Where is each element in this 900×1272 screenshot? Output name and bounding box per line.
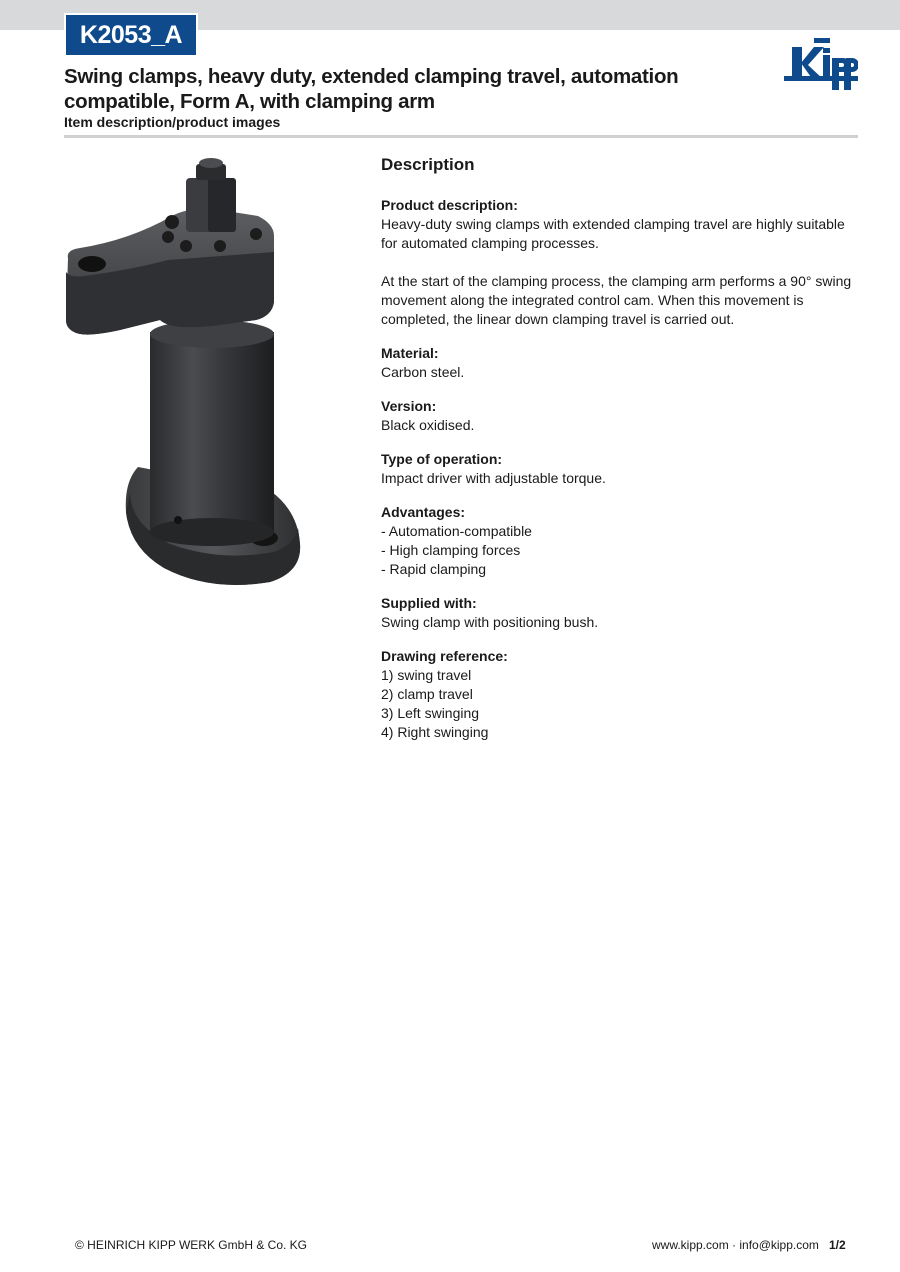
list-item: 4) Right swinging	[381, 724, 489, 740]
page-subtitle: Item description/product images	[64, 114, 281, 130]
list-item: 1) swing travel	[381, 667, 472, 683]
section-title: Drawing reference:	[381, 648, 508, 664]
section-title: Material:	[381, 345, 439, 361]
section-title: Product description:	[381, 197, 518, 213]
advantages-section	[381, 503, 857, 579]
section-title: Advantages:	[381, 504, 466, 520]
kipp-logo	[784, 38, 858, 94]
list-item: 3) Left swinging	[381, 705, 480, 721]
section-value: Black oxidised.	[381, 417, 475, 433]
product-image-swing-clamp	[60, 152, 310, 592]
paragraph: Heavy-duty swing clamps with extended clamping travel are highly suitable for automated clamping processes.	[381, 216, 845, 251]
section-title: Type of operation:	[381, 451, 503, 467]
description-heading: Description	[381, 155, 475, 174]
section-value: Carbon steel.	[381, 364, 465, 380]
section-value: Impact driver with adjustable torque.	[381, 470, 606, 486]
section-title: Version:	[381, 398, 437, 414]
list-item: 2) clamp travel	[381, 686, 473, 702]
list-item: - Rapid clamping	[381, 561, 487, 577]
list-item: - High clamping forces	[381, 542, 521, 558]
description-panel	[381, 154, 857, 757]
page-number: 1/2	[829, 1238, 846, 1252]
section-value: Swing clamp with positioning bush.	[381, 614, 599, 630]
page-title: Swing clamps, heavy duty, extended clamping travel, automation compatible, Form A, with clamping arm	[64, 65, 679, 113]
footer-contact: www.kipp.com · info@kipp.com	[652, 1238, 819, 1252]
paragraph: At the start of the clamping process, the clamping arm performs a 90° swing movement along the integrated control cam. When this movement is completed, the linear down clamping travel is carried out.	[381, 273, 852, 327]
drawing-reference-section	[381, 647, 857, 742]
version-section	[381, 397, 857, 435]
product-code: K2053_A	[66, 15, 196, 55]
section-title: Supplied with:	[381, 595, 477, 611]
supplied-section	[381, 594, 857, 632]
footer-copyright: © HEINRICH KIPP WERK GmbH & Co. KG	[75, 1238, 307, 1252]
product-description-section	[381, 196, 857, 329]
material-section	[381, 344, 857, 382]
header-divider	[64, 135, 858, 138]
operation-section	[381, 450, 857, 488]
product-code-badge	[64, 13, 198, 57]
list-item: - Automation-compatible	[381, 523, 532, 539]
